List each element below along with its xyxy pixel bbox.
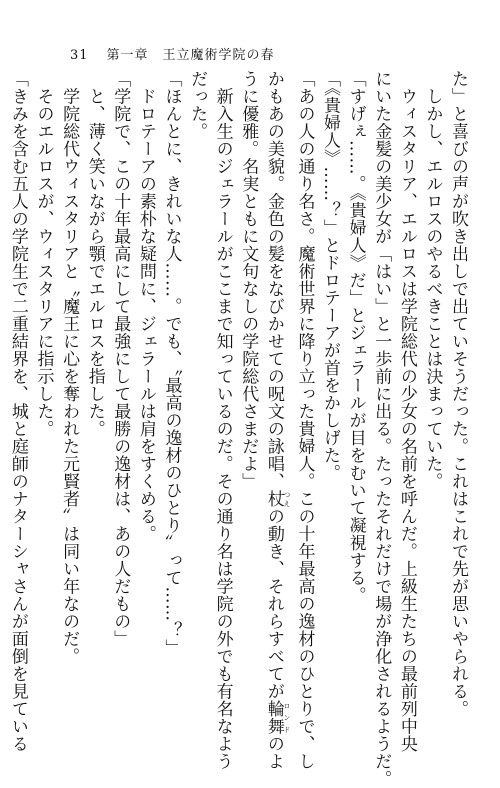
ruby-annotation: 輪舞 ロンド [263, 700, 291, 735]
text-line: 新入生のジェラールがここまで知っているのだ。その通り名は学院の外でも有名なよう [212, 70, 233, 770]
text-line: にいた金髪の美少女が「はい」と一歩前に出る。たったそれだけで場が浄化されるようだ。 [371, 70, 392, 788]
text-line: しかし、エルロスのやるべきことは決まっていた。 [422, 70, 443, 490]
text-line: 「すげぇ……。《貴婦人》だ」とジェラールが目をむいて凝視する。 [345, 70, 366, 604]
text-line: ウィスタリア、エルロスは学院総代の少女の名前を呼んだ。上級生たちの最前列中央 [396, 70, 417, 753]
chapter-title: 第一章 王立魔術学院の春 [106, 48, 275, 63]
text-line: だった。 [187, 70, 208, 140]
ruby-reading: ロンド [282, 700, 291, 735]
text-line: 「《貴婦人》……？」とドロテーアが首をかしげた。 [320, 70, 341, 482]
ruby-reading: つえ [282, 490, 291, 508]
text-line: た」と喜びの声が吹き出しで出ていそうだった。これはこれで先が思いやられる。 [448, 70, 468, 718]
body-text [7, 70, 470, 788]
text-line: 「きみを含む五人の学院生で二重結界を、城と庭師のナターシャさんが面倒を見ている [7, 70, 28, 753]
ruby-annotation: 杖 つえ [263, 490, 291, 508]
text-line: ドロテーアの素朴な疑問に、ジェラールは肩をすくめる。 [135, 70, 156, 543]
text-line: うに優雅。名実ともに文句なしの学院総代さまだよ」 [238, 70, 259, 490]
text-line: と、薄く笑いながら顎でエルロスを指した。 [84, 70, 105, 438]
page-number: 31 [70, 48, 89, 63]
text-line-with-ruby: かもあの美貌。金色の髪をなびかせての呪文の詠唱、杖 つえの動き、それらすべてが輪舞 ロンドのよ [263, 70, 291, 770]
text-line: 「学院で、この十年最高にして最強にして最勝の逸材は、あの人だもの」 [110, 70, 131, 648]
running-header [70, 44, 275, 63]
text-line: 学院総代ウィスタリアと〝魔王に心を奪われた元賢者〟は同い年なのだ。 [59, 70, 80, 665]
text-line: 「ほんとに、きれいな人……。でも、〝最高の逸材のひとり〟って……？」 [161, 70, 182, 657]
text-line: 「あの人の通り名さ。魔術世界に降り立った貴婦人。この十年最高の逸材のひとりで、し [294, 70, 315, 770]
text-line: そのエルロスが、ウィスタリアに指示した。 [33, 70, 54, 438]
